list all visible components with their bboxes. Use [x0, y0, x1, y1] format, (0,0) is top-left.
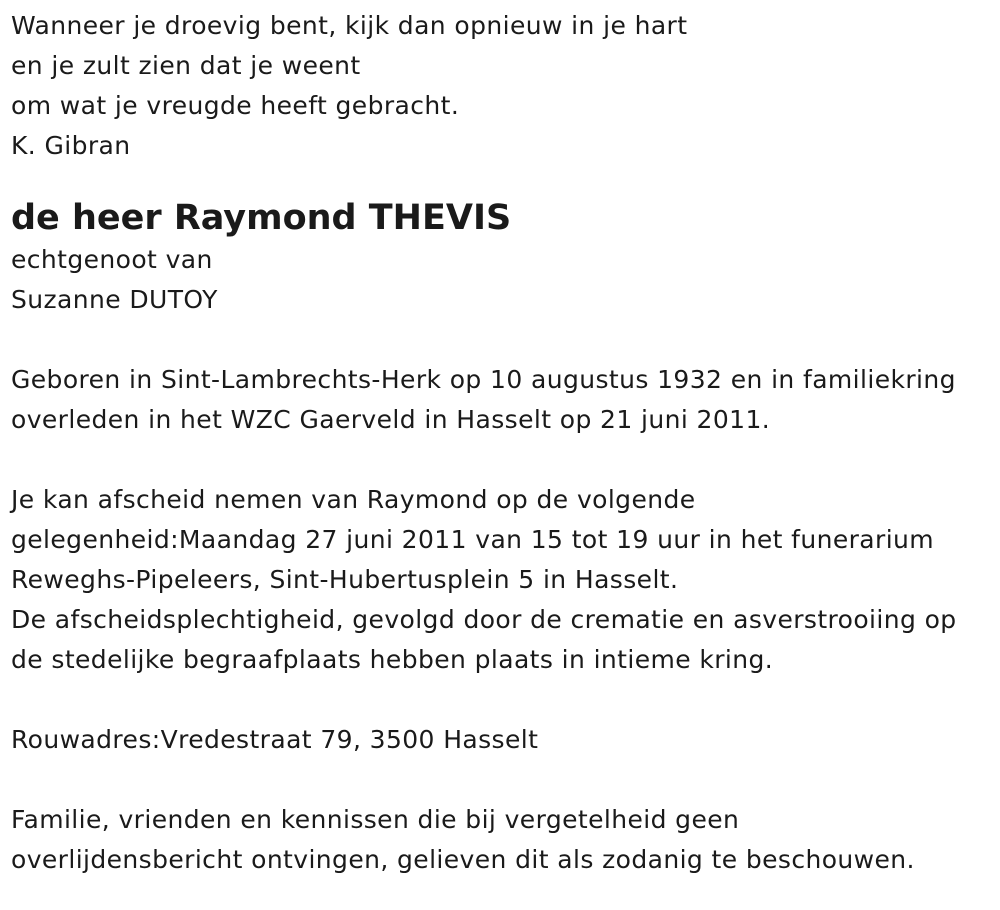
poem-block — [11, 6, 996, 166]
poem-line: om wat je vreugde heeft gebracht. — [11, 91, 460, 120]
poem-author: K. Gibran — [11, 131, 131, 160]
paragraph-line: Reweghs-Pipeleers, Sint-Hubertusplein 5 in Hasselt. — [11, 565, 679, 594]
paragraph-line: overlijdensbericht ontvingen, gelieven dit als zodanig te beschouwen. — [11, 845, 915, 874]
birth-death-paragraph — [11, 360, 996, 440]
paragraph-line: De afscheidsplechtigheid, gevolgd door de crematie en asverstrooiing op — [11, 605, 957, 634]
spacer — [11, 320, 996, 360]
spouse-block — [11, 240, 996, 320]
paragraph-line: Geboren in Sint-Lambrechts-Herk op 10 augustus 1932 en in familiekring — [11, 365, 956, 394]
paragraph-line: Familie, vrienden en kennissen die bij vergetelheid geen — [11, 805, 740, 834]
farewell-paragraph — [11, 480, 996, 680]
mourning-address: Rouwadres:Vredestraat 79, 3500 Hasselt — [11, 725, 539, 754]
deceased-name: de heer Raymond THEVIS — [11, 198, 512, 238]
relation-text: echtgenoot van — [11, 245, 213, 274]
obituary-notice — [11, 6, 996, 880]
spacer — [11, 760, 996, 800]
poem-line: Wanneer je droevig bent, kijk dan opnieuw in je hart — [11, 11, 688, 40]
paragraph-line: de stedelijke begraafplaats hebben plaats in intieme kring. — [11, 645, 774, 674]
paragraph-line: gelegenheid:Maandag 27 juni 2011 van 15 tot 19 uur in het funerarium — [11, 525, 935, 554]
spacer — [11, 680, 996, 720]
poem-line: en je zult zien dat je weent — [11, 51, 361, 80]
paragraph-line: overleden in het WZC Gaerveld in Hasselt op 21 juni 2011. — [11, 405, 771, 434]
closing-paragraph — [11, 800, 996, 880]
spouse-name: Suzanne DUTOY — [11, 285, 218, 314]
address-paragraph — [11, 720, 996, 760]
paragraph-line: Je kan afscheid nemen van Raymond op de volgende — [11, 485, 696, 514]
spacer — [11, 440, 996, 480]
